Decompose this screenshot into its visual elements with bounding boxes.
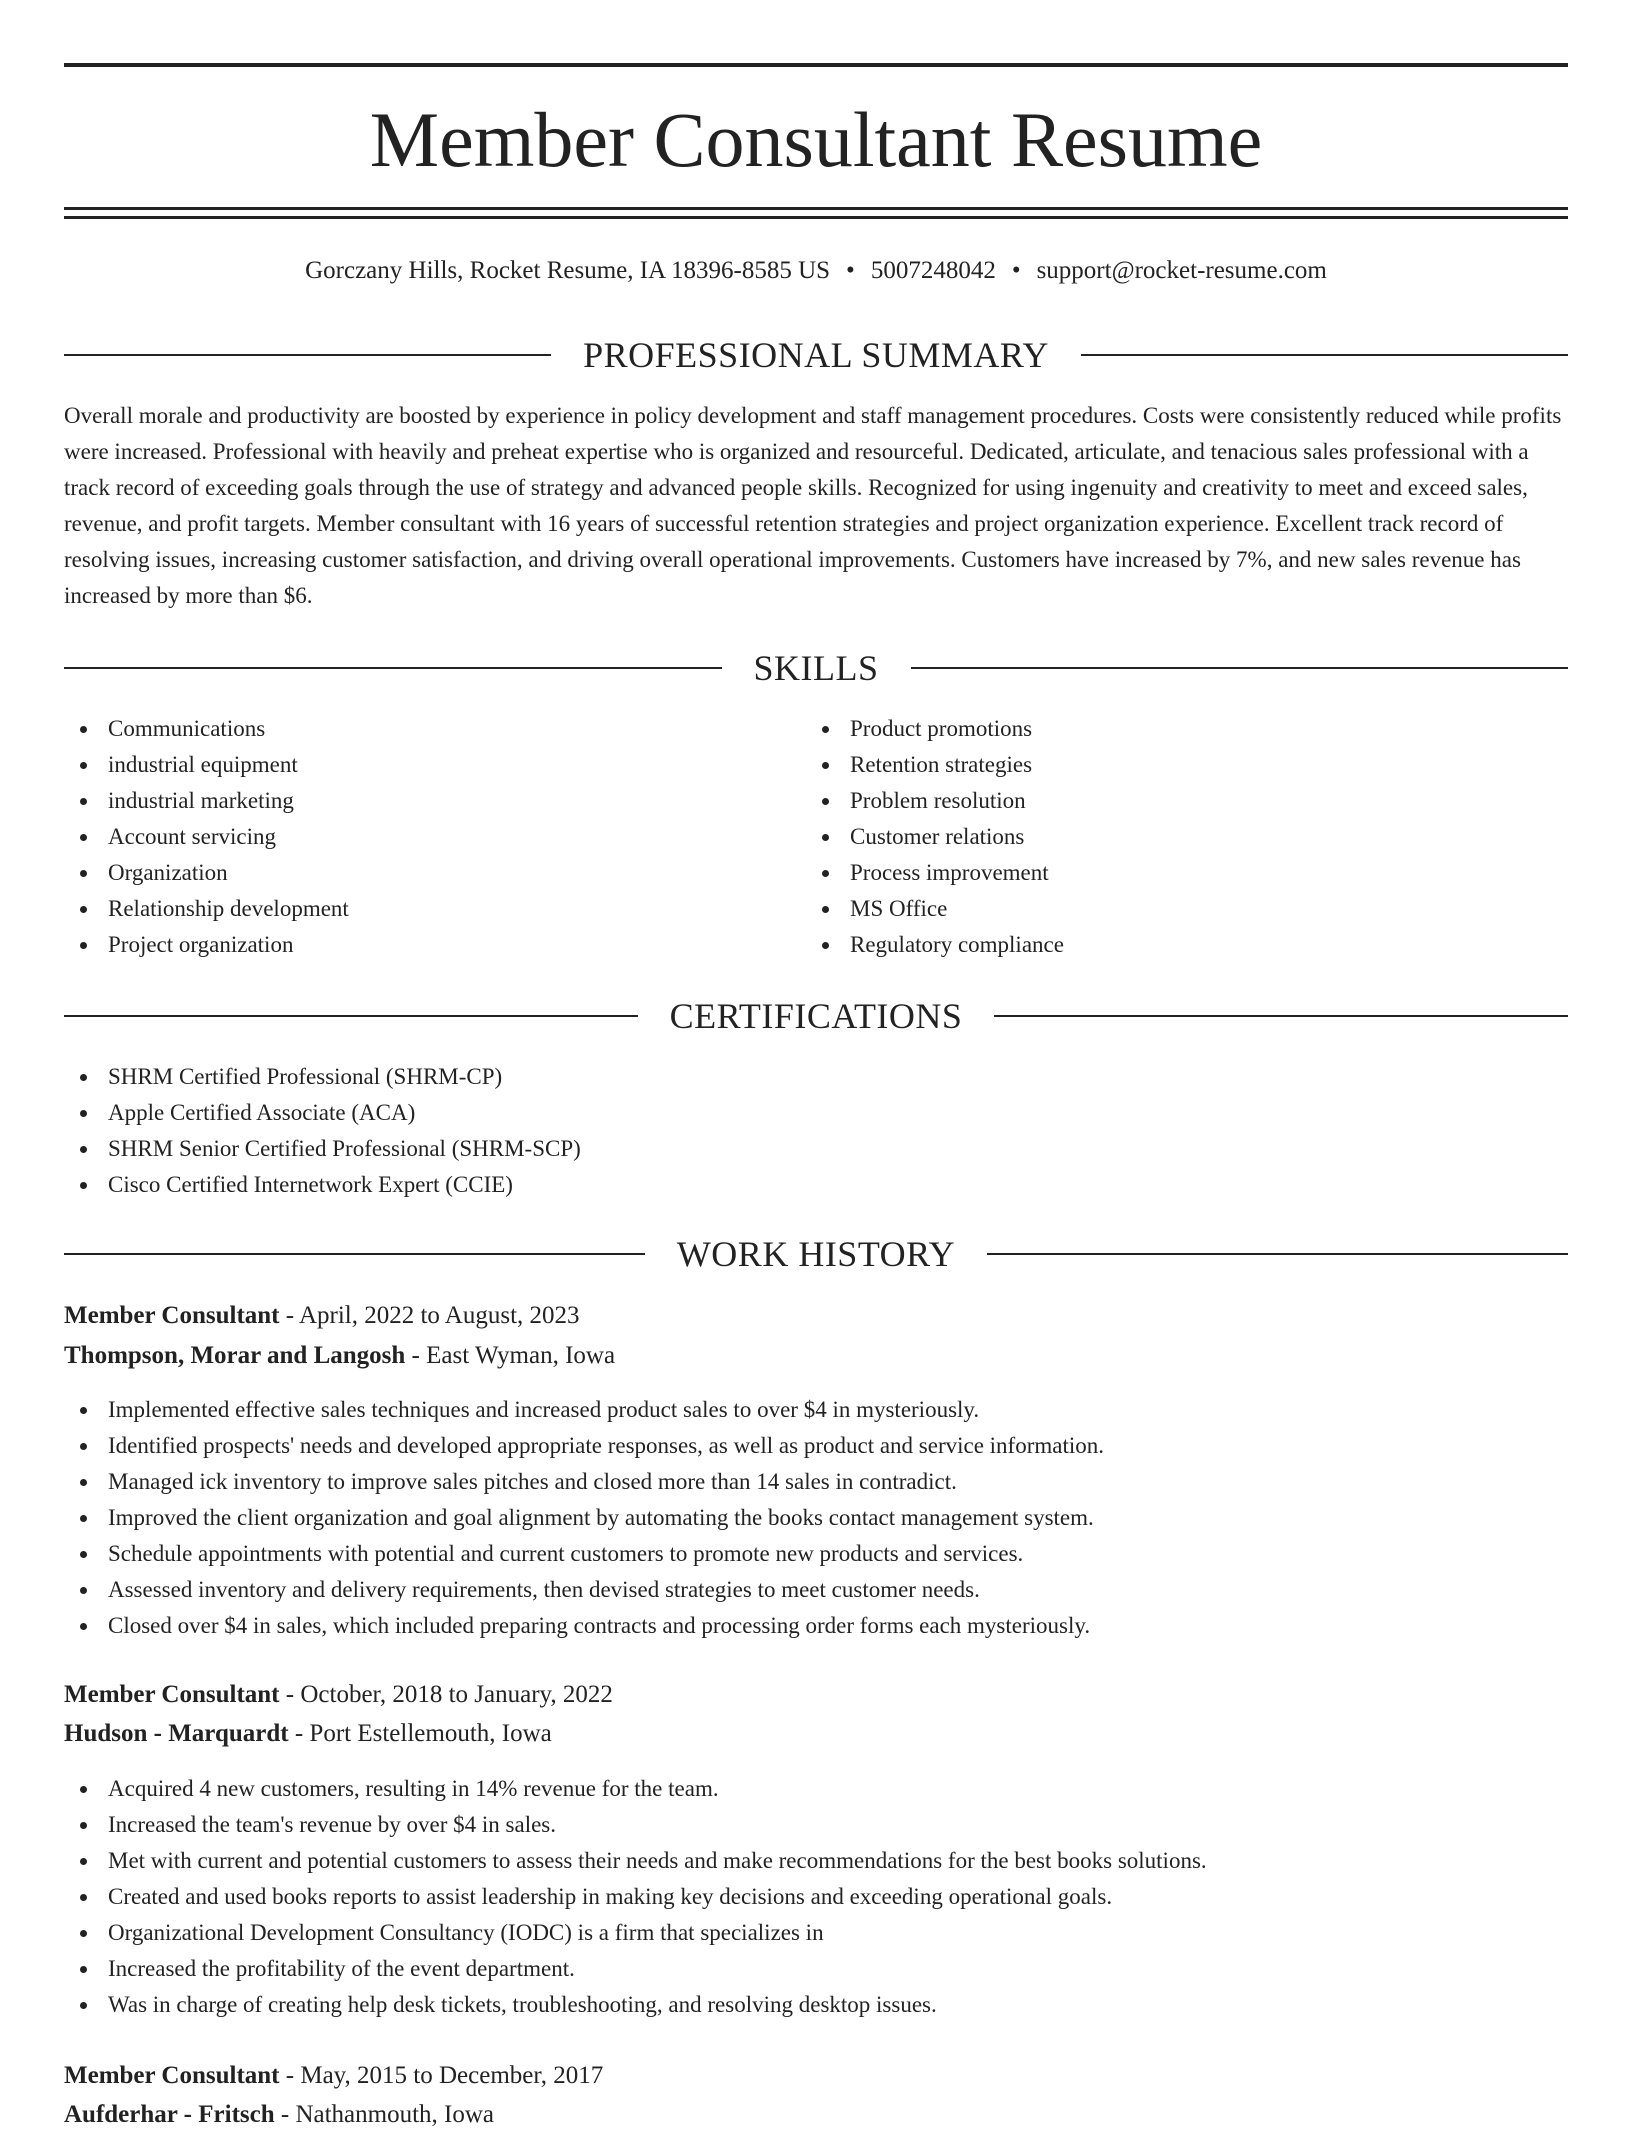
job-title-line: Member Consultant - May, 2015 to December, 2017 bbox=[64, 2062, 604, 2089]
heading-rule bbox=[64, 1253, 645, 1255]
contact-address: Gorczany Hills, Rocket Resume, IA 18396-8585 US bbox=[305, 257, 831, 284]
section-heading-summary bbox=[64, 333, 1568, 377]
skill-item: Customer relations bbox=[806, 819, 1064, 855]
skills-list-right bbox=[806, 711, 1064, 963]
skill-item: Problem resolution bbox=[806, 783, 1064, 819]
job-title: Member Consultant bbox=[64, 2062, 280, 2089]
job-bullet: Improved the client organization and goal alignment by automating the books contact management system. bbox=[64, 1500, 1104, 1536]
heading-rule bbox=[64, 354, 551, 356]
job-company: Thompson, Morar and Langosh bbox=[64, 1342, 406, 1369]
job-title: Member Consultant bbox=[64, 1302, 280, 1329]
certification-item: Apple Certified Associate (ACA) bbox=[64, 1095, 581, 1131]
job-title: Member Consultant bbox=[64, 1681, 280, 1708]
skill-item: Retention strategies bbox=[806, 747, 1064, 783]
heading-rule bbox=[994, 1015, 1568, 1017]
certification-item: Cisco Certified Internetwork Expert (CCIE) bbox=[64, 1167, 581, 1203]
job-company-line: Hudson - Marquardt - Port Estellemouth, Iowa bbox=[64, 1720, 552, 1747]
skill-item: MS Office bbox=[806, 891, 1064, 927]
page-title: Member Consultant Resume bbox=[369, 96, 1263, 183]
skill-item: Regulatory compliance bbox=[806, 927, 1064, 963]
skill-item: Process improvement bbox=[806, 855, 1064, 891]
job-bullet: Created and used books reports to assist leadership in making key decisions and exceeding operational goals. bbox=[64, 1879, 1207, 1915]
skill-item: Relationship development bbox=[64, 891, 349, 927]
job-bullet: Closed over $4 in sales, which included preparing contracts and processing order forms each mysteriously. bbox=[64, 1608, 1104, 1644]
skill-item: Project organization bbox=[64, 927, 349, 963]
certification-item: SHRM Certified Professional (SHRM-CP) bbox=[64, 1059, 581, 1095]
job-company-line: Aufderhar - Fritsch - Nathanmouth, Iowa bbox=[64, 2101, 495, 2128]
section-title: PROFESSIONAL SUMMARY bbox=[583, 335, 1049, 375]
job-company: Aufderhar - Fritsch bbox=[64, 2101, 275, 2128]
contact-line bbox=[64, 254, 1568, 288]
certifications-list bbox=[64, 1059, 581, 1203]
heading-rule bbox=[64, 1015, 638, 1017]
skill-item: Product promotions bbox=[806, 711, 1064, 747]
contact-separator: • bbox=[846, 257, 855, 284]
section-title: CERTIFICATIONS bbox=[669, 996, 963, 1036]
skill-item: Communications bbox=[64, 711, 349, 747]
skill-item: industrial marketing bbox=[64, 783, 349, 819]
skill-item: Account servicing bbox=[64, 819, 349, 855]
job-title-line: Member Consultant - April, 2022 to August, 2023 bbox=[64, 1302, 580, 1329]
job-bullets bbox=[64, 1392, 1104, 1644]
summary-text: Overall morale and productivity are boosted by experience in policy development and staff management procedures. Costs were consistently reduced while profits were increased. Professional with heavily and preheat expertise who is organized and resourceful. Dedicated, articulate, and tenacious sales professional with a track record of exceeding goals through the use of strategy and advanced people skills. Recognized for using ingenuity and creativity to meet and exceed sales, revenue, and profit targets. Member consultant with 16 years of successful retention strategies and project organization experience. Excellent track record of resolving issues, increasing customer satisfaction, and driving overall operational improvements. Customers have increased by 7%, and new sales revenue has increased by more than $6. bbox=[64, 403, 1562, 608]
job-bullet: Was in charge of creating help desk tickets, troubleshooting, and resolving desktop issues. bbox=[64, 1987, 1207, 2023]
job-bullet: Schedule appointments with potential and current customers to promote new products and services. bbox=[64, 1536, 1104, 1572]
job-dates: May, 2015 to December, 2017 bbox=[300, 2062, 604, 2089]
skill-item: industrial equipment bbox=[64, 747, 349, 783]
title-double-rule bbox=[64, 207, 1568, 219]
job-location: East Wyman, Iowa bbox=[426, 1342, 616, 1369]
section-heading-skills bbox=[64, 646, 1568, 690]
contact-phone: 5007248042 bbox=[870, 257, 996, 284]
job-bullet: Assessed inventory and delivery requirements, then devised strategies to meet customer needs. bbox=[64, 1572, 1104, 1608]
heading-rule bbox=[64, 667, 722, 669]
contact-separator: • bbox=[1011, 257, 1021, 284]
job-bullet: Organizational Development Consultancy (IODC) is a firm that specializes in bbox=[64, 1915, 1207, 1951]
job-bullet: Met with current and potential customers to assess their needs and make recommendations for the best books solutions. bbox=[64, 1843, 1207, 1879]
section-heading-certifications bbox=[64, 994, 1568, 1038]
heading-rule bbox=[911, 667, 1569, 669]
job-title-line: Member Consultant - October, 2018 to January, 2022 bbox=[64, 1681, 613, 1708]
heading-rule bbox=[1081, 354, 1568, 356]
job-company: Hudson - Marquardt bbox=[64, 1720, 289, 1747]
job-location: Port Estellemouth, Iowa bbox=[309, 1720, 552, 1747]
skill-item: Organization bbox=[64, 855, 349, 891]
section-heading-work-history bbox=[64, 1232, 1568, 1276]
job-dates: October, 2018 to January, 2022 bbox=[300, 1681, 613, 1708]
skills-list-left bbox=[64, 711, 349, 963]
contact-email: support@rocket-resume.com bbox=[1036, 257, 1327, 284]
job-bullet: Managed ick inventory to improve sales pitches and closed more than 14 sales in contradict. bbox=[64, 1464, 1104, 1500]
job-bullet: Increased the profitability of the event department. bbox=[64, 1951, 1207, 1987]
heading-rule bbox=[987, 1253, 1568, 1255]
job-location: Nathanmouth, Iowa bbox=[295, 2101, 495, 2128]
job-dates: April, 2022 to August, 2023 bbox=[298, 1302, 580, 1329]
job-bullet: Implemented effective sales techniques and increased product sales to over $4 in mysteriously. bbox=[64, 1392, 1104, 1428]
job-bullet: Identified prospects' needs and developed appropriate responses, as well as product and service information. bbox=[64, 1428, 1104, 1464]
top-rule bbox=[64, 63, 1568, 67]
section-title: WORK HISTORY bbox=[676, 1234, 956, 1274]
job-bullet: Acquired 4 new customers, resulting in 14% revenue for the team. bbox=[64, 1771, 1207, 1807]
job-bullet: Increased the team's revenue by over $4 in sales. bbox=[64, 1807, 1207, 1843]
section-title: SKILLS bbox=[753, 648, 879, 688]
job-company-line: Thompson, Morar and Langosh - East Wyman, Iowa bbox=[64, 1342, 616, 1369]
certification-item: SHRM Senior Certified Professional (SHRM-SCP) bbox=[64, 1131, 581, 1167]
job-bullets bbox=[64, 1771, 1207, 2023]
